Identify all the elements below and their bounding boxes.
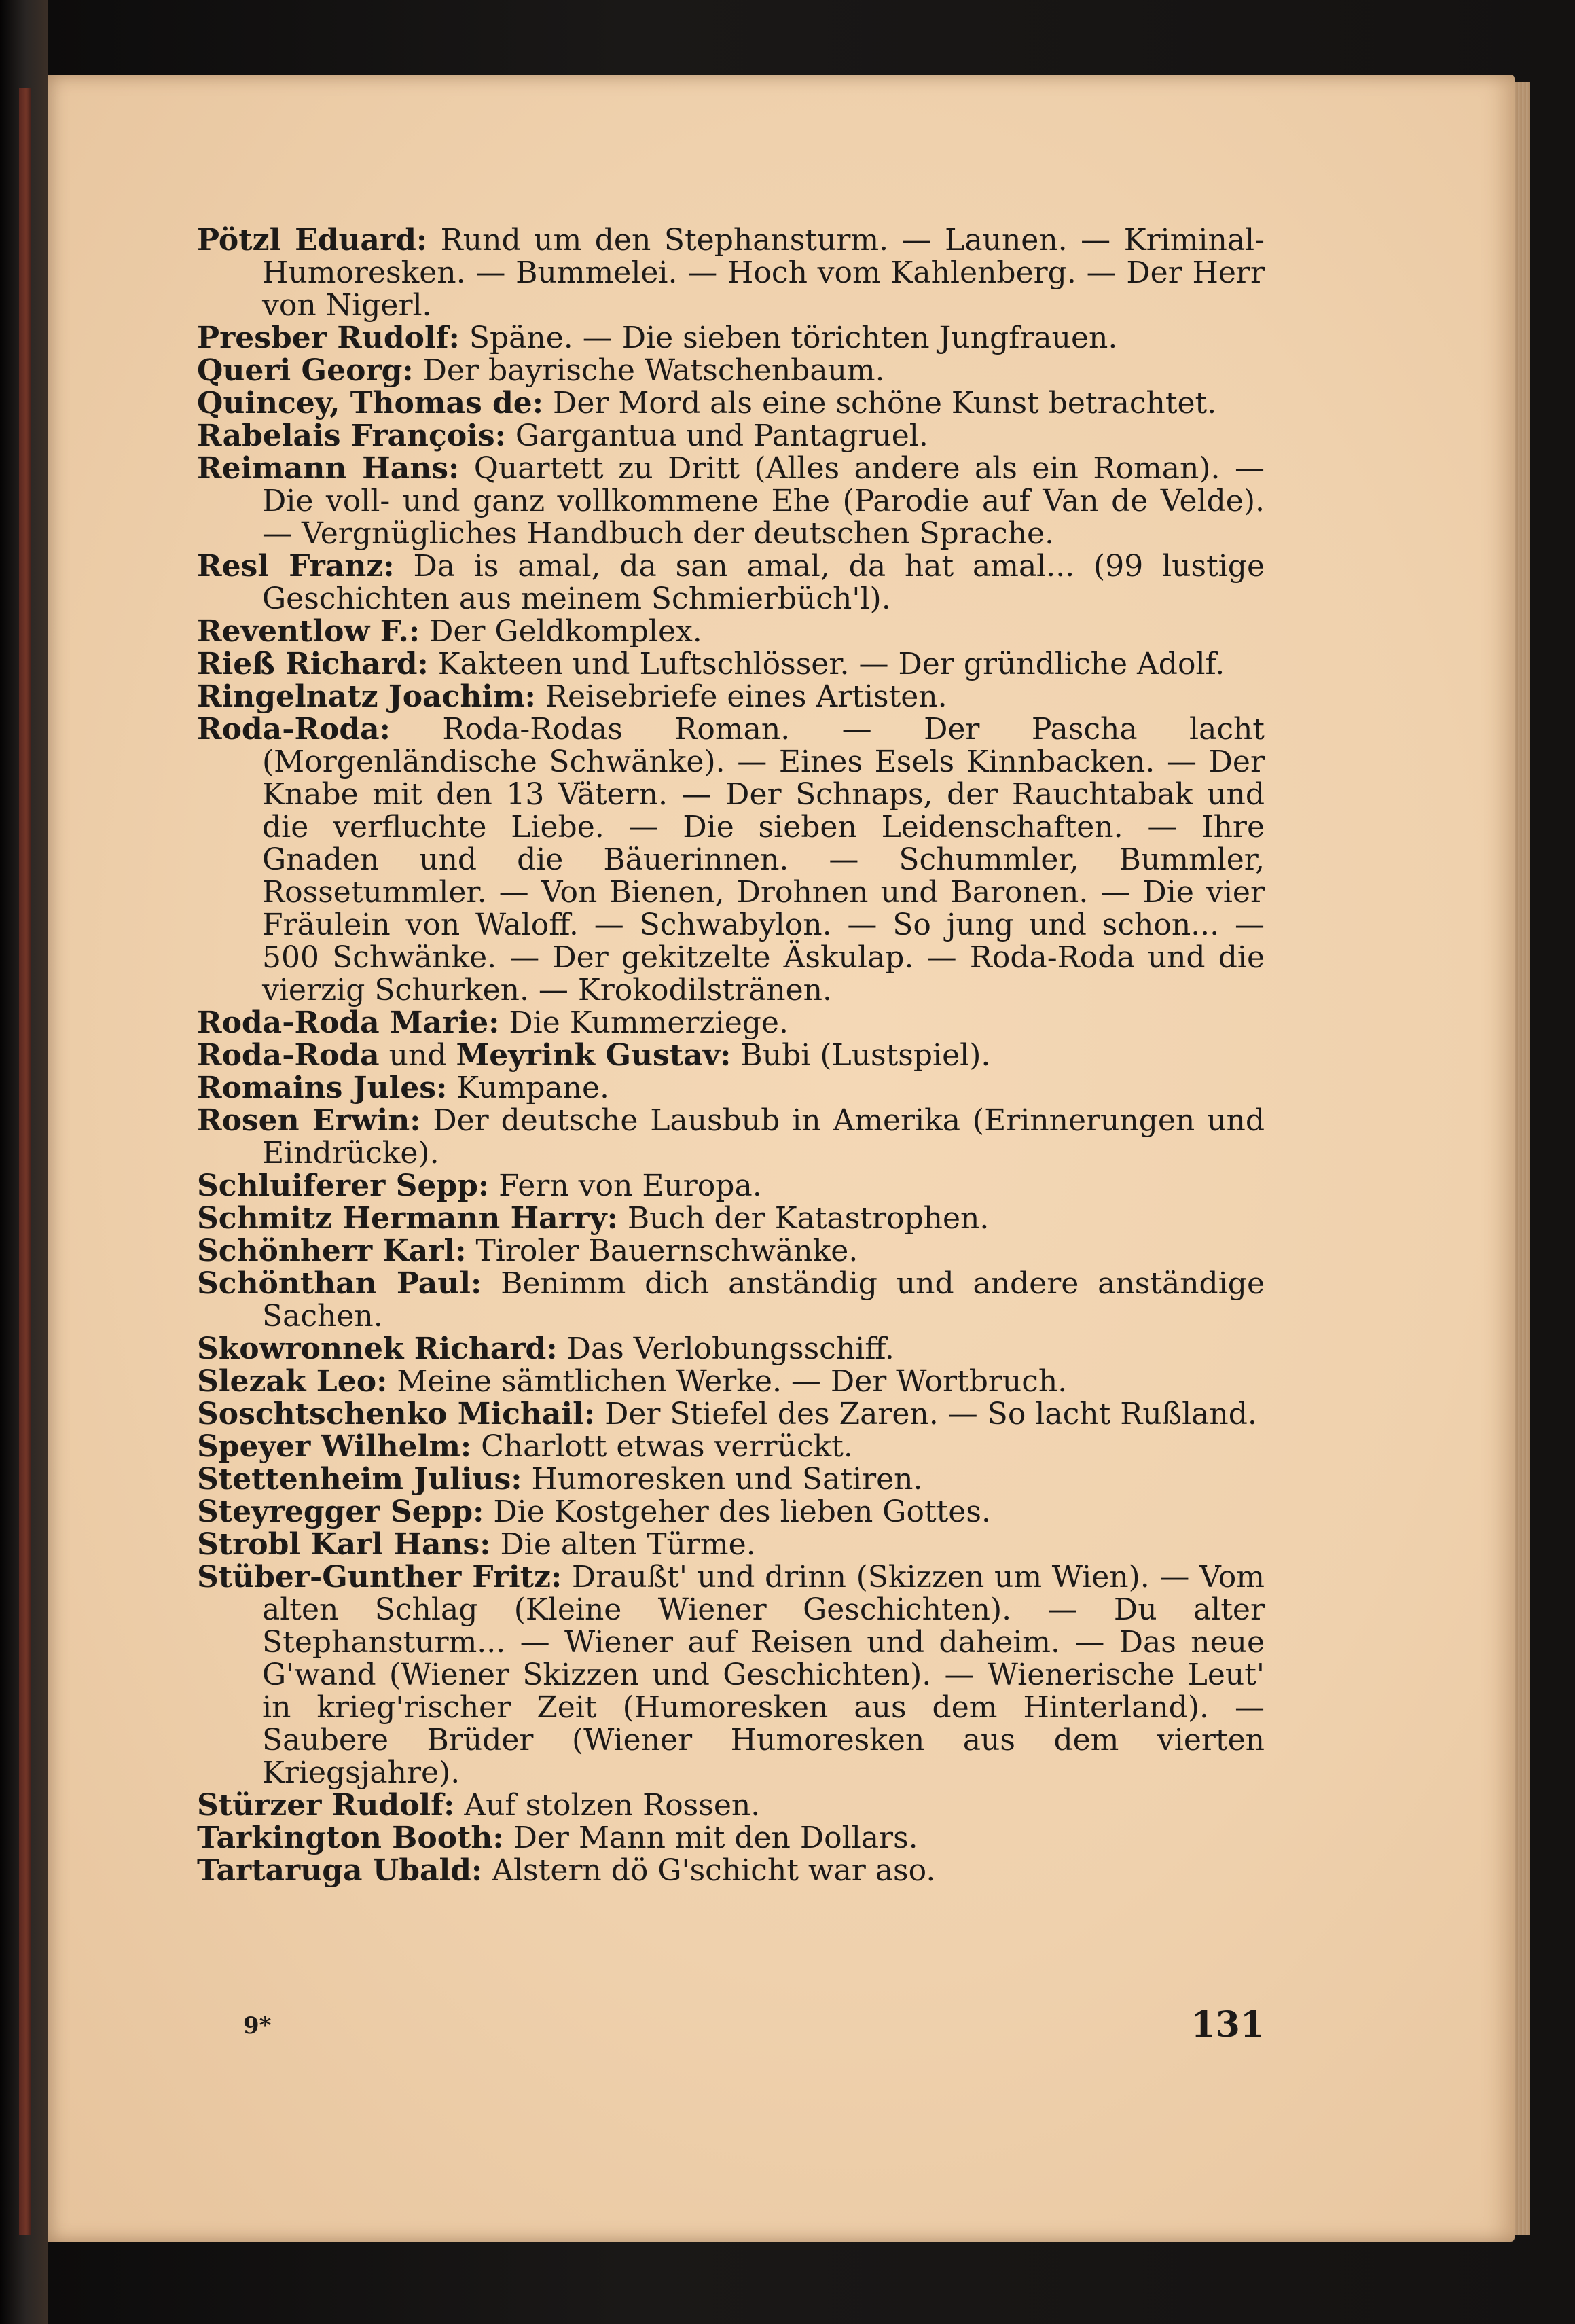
author-name: Romains Jules: [197, 1071, 448, 1105]
works-text: Fern von Europa. [499, 1168, 762, 1203]
entry-roda-roda [197, 713, 1265, 1007]
author-name: Schönherr Karl: [197, 1234, 467, 1268]
works-text: Draußt' und drinn (Skizzen um Wien). — Vom alten Schlag (Kleine Wiener Geschichten). — Du alter Stephansturm... — Wiener auf Reisen und daheim. — Das neue G'wand (Wiener Skizzen und Geschichten). — Wienerische Leut' in krieg'rischer Zeit (Humoresken aus dem Hinterland). — Saubere Brüder (Wiener Humoresken aus dem vierten Kriegsjahre). [262, 1560, 1265, 1790]
entry-skowronnek [197, 1333, 1265, 1365]
second-author-name: Meyrink Gustav: [456, 1038, 731, 1073]
entry-schmitz [197, 1202, 1265, 1235]
author-name: Slezak Leo: [197, 1364, 388, 1399]
entry-strobl [197, 1529, 1265, 1561]
author-name: Pötzl Eduard: [197, 223, 428, 257]
author-name: Rabelais François: [197, 418, 506, 453]
printer-signature-mark: 9* [243, 2012, 272, 2039]
entry-roda-roda-marie [197, 1007, 1265, 1039]
entry-presber [197, 322, 1265, 355]
entry-quincey [197, 387, 1265, 420]
author-name: Schluiferer Sepp: [197, 1168, 490, 1203]
author-name: Steyregger Sepp: [197, 1495, 484, 1529]
author-name: Rieß Richard: [197, 647, 429, 681]
author-name: Schönthan Paul: [197, 1266, 482, 1301]
author-name: Roda-Roda: [197, 712, 391, 747]
works-text: Reisebriefe eines Artisten. [545, 679, 947, 714]
entry-schluiferer [197, 1170, 1265, 1202]
entry-rabelais [197, 420, 1265, 452]
author-name: Schmitz Hermann Harry: [197, 1201, 618, 1236]
works-text: Da is amal, da san amal, da hat amal... (99 lustige Geschichten aus meinem Schmierbüch'l). [262, 549, 1265, 616]
works-text: Bubi (Lustspiel). [740, 1038, 991, 1073]
connector-text: und [388, 1038, 447, 1073]
entry-reimann [197, 452, 1265, 550]
entry-steyregger [197, 1496, 1265, 1529]
author-name: Ringelnatz Joachim: [197, 679, 536, 714]
entry-stueber-gunther [197, 1561, 1265, 1789]
author-name: Stürzer Rudolf: [197, 1788, 455, 1823]
entry-ringelnatz [197, 681, 1265, 713]
works-text: Roda-Rodas Roman. — Der Pascha lacht (Morgenländische Schwänke). — Eines Esels Kinnbacken. — Der Knabe mit den 13 Vätern. — Der Schnaps, der Rauchtabak und die verfluchte Liebe. — Die sieben Leidenschaften. — Ihre Gnaden und die Bäuerinnen. — Schummler, Bummler, Rossetummler. — Von Bienen, Drohnen und Baronen. — Die vier Fräulein von Waloff. — Schwabylon. — So jung und schon... — 500 Schwänke. — Der gekitzelte Äskulap. — Roda-Roda und die vierzig Schurken. — Krokodilstränen. [262, 712, 1265, 1007]
entry-stuerzer [197, 1789, 1265, 1822]
works-text: Tiroler Bauernschwänke. [475, 1234, 858, 1268]
entry-riess [197, 648, 1265, 681]
entry-slezak [197, 1365, 1265, 1398]
entry-rosen [197, 1105, 1265, 1170]
entry-speyer [197, 1431, 1265, 1463]
works-text: Humoresken und Satiren. [531, 1462, 923, 1497]
entry-roda-roda-meyrink [197, 1039, 1265, 1072]
author-name: Roda-Roda Marie: [197, 1005, 500, 1040]
works-text: Auf stolzen Rossen. [464, 1788, 761, 1823]
works-text: Alstern dö G'schicht war aso. [492, 1853, 936, 1888]
works-text: Der deutsche Lausbub in Amerika (Erinnerungen und Eindrücke). [262, 1103, 1265, 1170]
works-text: Charlott etwas verrückt. [481, 1429, 853, 1464]
works-text: Der Mord als eine schöne Kunst betrachtet. [553, 386, 1217, 421]
entry-romains [197, 1072, 1265, 1105]
author-name: Presber Rudolf: [197, 321, 460, 355]
author-name: Roda-Roda [197, 1038, 380, 1073]
bibliography-list [197, 224, 1265, 1887]
works-text: Der Mann mit den Dollars. [513, 1821, 918, 1855]
entry-tartaruga [197, 1855, 1265, 1887]
author-name: Resl Franz: [197, 549, 395, 584]
entry-schoenthan [197, 1268, 1265, 1333]
works-text: Die Kummerziege. [509, 1005, 789, 1040]
works-text: Buch der Katastrophen. [627, 1201, 990, 1236]
author-name: Speyer Wilhelm: [197, 1429, 472, 1464]
author-name: Queri Georg: [197, 353, 414, 388]
entry-schoenherr [197, 1235, 1265, 1268]
works-text: Der bayrische Watschenbaum. [422, 353, 885, 388]
author-name: Reimann Hans: [197, 451, 460, 486]
entry-resl [197, 550, 1265, 615]
author-name: Quincey, Thomas de: [197, 386, 544, 421]
works-text: Rund um den Stephansturm. — Launen. — Kriminal-Humoresken. — Bummelei. — Hoch vom Kahlenberg. — Der Herr von Nigerl. [262, 223, 1265, 323]
author-name: Soschtschenko Michail: [197, 1397, 596, 1431]
author-name: Stüber-Gunther Fritz: [197, 1560, 562, 1594]
entry-reventlow [197, 615, 1265, 648]
author-name: Strobl Karl Hans: [197, 1527, 491, 1562]
spine-edge [19, 88, 31, 2235]
page-number: 131 [1191, 2004, 1265, 2045]
works-text: Der Stiefel des Zaren. — So lacht Rußland. [604, 1397, 1257, 1431]
works-text: Quartett zu Dritt (Alles andere als ein Roman). — Die voll- und ganz vollkommene Ehe (Parodie auf Van de Velde). — Vergnügliches Handbuch der deutschen Sprache. [262, 451, 1265, 551]
works-text: Der Geldkomplex. [429, 614, 702, 649]
entry-soschtschenko [197, 1398, 1265, 1431]
author-name: Reventlow F.: [197, 614, 420, 649]
works-text: Gargantua und Pantagruel. [515, 418, 928, 453]
works-text: Meine sämtlichen Werke. — Der Wortbruch. [397, 1364, 1068, 1399]
author-name: Tartaruga Ubald: [197, 1853, 483, 1888]
author-name: Skowronnek Richard: [197, 1331, 558, 1366]
author-name: Stettenheim Julius: [197, 1462, 522, 1497]
works-text: Das Verlobungsschiff. [566, 1331, 894, 1366]
entry-stettenheim [197, 1463, 1265, 1496]
works-text: Späne. — Die sieben törichten Jungfrauen. [469, 321, 1118, 355]
author-name: Tarkington Booth: [197, 1821, 504, 1855]
entry-queri [197, 355, 1265, 387]
works-text: Kakteen und Luftschlösser. — Der gründliche Adolf. [437, 647, 1225, 681]
author-name: Rosen Erwin: [197, 1103, 421, 1138]
works-text: Die Kostgeher des lieben Gottes. [493, 1495, 991, 1529]
works-text: Die alten Türme. [500, 1527, 756, 1562]
entry-tarkington [197, 1822, 1265, 1855]
works-text: Kumpane. [456, 1071, 610, 1105]
entry-poetzl [197, 224, 1265, 322]
works-text: Benimm dich anständig und andere anständige Sachen. [262, 1266, 1265, 1334]
